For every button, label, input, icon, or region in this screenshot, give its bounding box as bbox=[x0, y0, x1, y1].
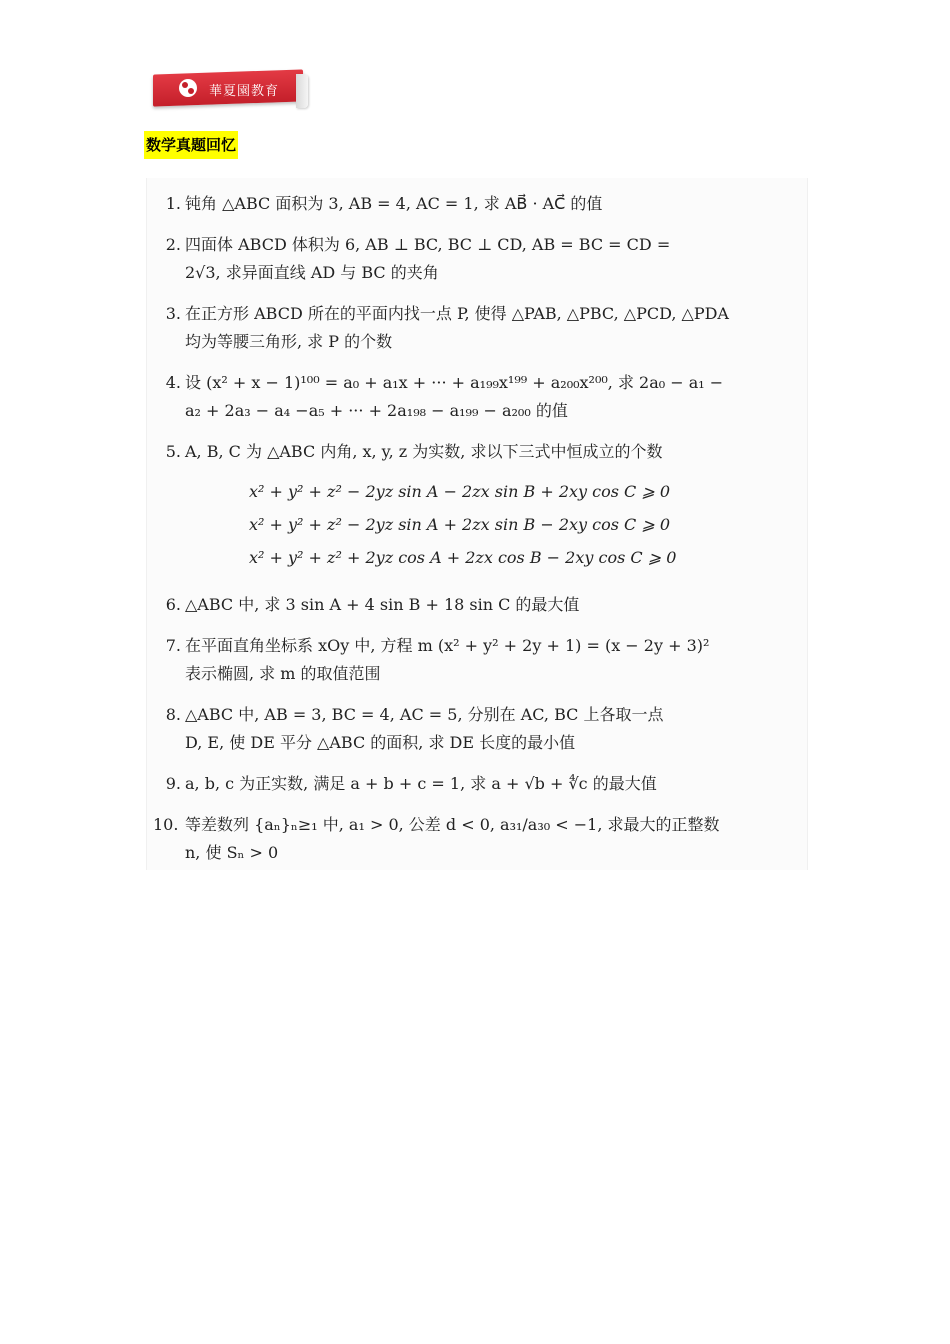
problem-number: 8. bbox=[165, 705, 181, 724]
problem-text: 等差数列 {aₙ}ₙ≥₁ 中, a₁ > 0, 公差 d < 0, a₃₁/a₃₀ < −1, 求最大的正整数 n, 使 Sₙ > 0 bbox=[185, 815, 720, 862]
problem-text: △ABC 中, 求 3 sin A + 4 sin B + 18 sin C 的最大值 bbox=[185, 595, 580, 614]
problem-number: 6. bbox=[165, 595, 181, 614]
problem-item bbox=[153, 811, 799, 867]
problem-text: △ABC 中, AB = 3, BC = 4, AC = 5, 分别在 AC, BC 上各取一点 D, E, 使 DE 平分 △ABC 的面积, 求 DE 长度的最小值 bbox=[185, 705, 664, 752]
problem-number: 5. bbox=[165, 442, 181, 461]
problem-text: A, B, C 为 △ABC 内角, x, y, z 为实数, 求以下三式中恒成立的个数 bbox=[185, 442, 663, 461]
problem-item bbox=[159, 438, 799, 466]
problem-item bbox=[159, 190, 799, 218]
problem-number: 1. bbox=[165, 194, 181, 213]
inequality-formula: x² + y² + z² − 2yz sin A − 2zx sin B + 2xy cos C ⩾ 0 bbox=[249, 482, 671, 501]
problem-item bbox=[159, 770, 799, 798]
problem-item bbox=[159, 231, 799, 287]
logo-page-curl bbox=[296, 74, 308, 108]
problem-number: 7. bbox=[165, 636, 181, 655]
inequality-formula: x² + y² + z² + 2yz cos A + 2zx cos B − 2xy cos C ⩾ 0 bbox=[249, 548, 677, 567]
problem-text: 设 (x² + x − 1)¹⁰⁰ = a₀ + a₁x + ··· + a₁₉₉x¹⁹⁹ + a₂₀₀x²⁰⁰, 求 2a₀ − a₁ − a₂ + 2a₃ − a₄ −a₅ + ··· + 2a₁₉₈ − a₁₉₉ − a₂₀₀ 的值 bbox=[185, 373, 724, 420]
problem-item bbox=[159, 300, 799, 356]
inequality-formula: x² + y² + z² − 2yz sin A + 2zx sin B − 2xy cos C ⩾ 0 bbox=[249, 515, 671, 534]
problem-number: 9. bbox=[165, 774, 181, 793]
problem-text: 四面体 ABCD 体积为 6, AB ⊥ BC, BC ⊥ CD, AB = BC = CD = 2√3, 求异面直线 AD 与 BC 的夹角 bbox=[185, 235, 671, 282]
problem-item bbox=[159, 591, 799, 619]
problem-number: 4. bbox=[165, 373, 181, 392]
problem-item bbox=[159, 369, 799, 425]
section-title: 数学真题回忆 bbox=[144, 131, 238, 159]
problem-number: 3. bbox=[165, 304, 181, 323]
problem-text: 钝角 △ABC 面积为 3, AB = 4, AC = 1, 求 AB⃗ · AC⃗ 的值 bbox=[185, 194, 603, 213]
problem-number: 2. bbox=[165, 235, 181, 254]
problem-item bbox=[159, 632, 799, 688]
problem-number: 10. bbox=[153, 815, 179, 834]
problem-text: 在正方形 ABCD 所在的平面内找一点 P, 使得 △PAB, △PBC, △PCD, △PDA 均为等腰三角形, 求 P 的个数 bbox=[185, 304, 729, 351]
problem-list bbox=[146, 178, 808, 870]
problem-text: a, b, c 为正实数, 满足 a + b + c = 1, 求 a + √b + ∜c 的最大值 bbox=[185, 774, 657, 793]
logo-icon bbox=[179, 79, 197, 97]
problem-text: 在平面直角坐标系 xOy 中, 方程 m (x² + y² + 2y + 1) = (x − 2y + 3)² 表示椭圆, 求 m 的取值范围 bbox=[185, 636, 710, 683]
logo-banner bbox=[153, 72, 308, 110]
problem-item bbox=[159, 701, 799, 757]
logo-text: 華夏園教育 bbox=[209, 84, 280, 99]
